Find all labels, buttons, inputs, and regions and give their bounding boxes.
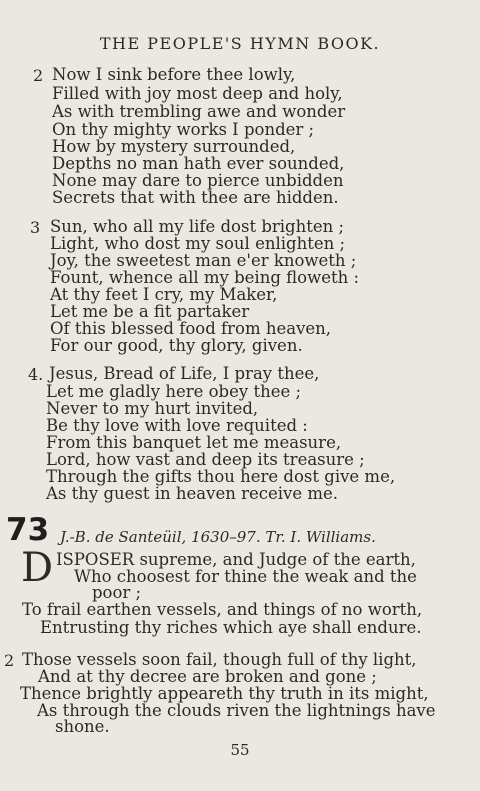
verse-line: Entrusting thy riches which aye shall endure. bbox=[40, 618, 422, 637]
drop-cap: D bbox=[21, 545, 54, 591]
stanza-number: 2 bbox=[33, 66, 44, 85]
verse-line: Be thy love with love requited : bbox=[46, 416, 308, 435]
verse-line: Let me gladly here obey thee ; bbox=[46, 382, 302, 401]
verse-line: shone. bbox=[55, 717, 110, 736]
verse-line: Depths no man hath ever sounded, bbox=[52, 154, 345, 173]
stanza-number: 4. bbox=[28, 365, 44, 384]
verse-line: How by mystery surrounded, bbox=[52, 137, 296, 156]
verse-line: Thence brightly appeareth thy truth in its might, bbox=[20, 684, 429, 703]
stanza-number: 2 bbox=[4, 651, 15, 670]
verse-line: At thy feet I cry, my Maker, bbox=[50, 285, 278, 304]
verse-line: Light, who dost my soul enlighten ; bbox=[50, 234, 346, 253]
verse-line: Jesus, Bread of Life, I pray thee, bbox=[49, 364, 320, 383]
verse-line: Secrets that with thee are hidden. bbox=[52, 188, 339, 207]
verse-line: Of this blessed food from heaven, bbox=[50, 319, 332, 338]
verse-line: Lord, how vast and deep its treasure ; bbox=[46, 450, 365, 469]
verse-line: Never to my hurt invited, bbox=[46, 399, 259, 418]
verse-line: And at thy decree are broken and gone ; bbox=[38, 667, 377, 686]
verse-line: From this banquet let me measure, bbox=[46, 433, 342, 452]
verse-line: As thy guest in heaven receive me. bbox=[46, 484, 339, 503]
verse-line: On thy mighty works I ponder ; bbox=[52, 120, 315, 139]
verse-line: Who choosest for thine the weak and the bbox=[74, 567, 417, 586]
page-number: 55 bbox=[230, 741, 250, 759]
verse-line: Fount, whence all my being floweth : bbox=[50, 268, 360, 287]
verse-line: Those vessels soon fail, though full of thy light, bbox=[22, 650, 417, 669]
verse-line: For our good, thy glory, given. bbox=[50, 336, 303, 355]
running-head: THE PEOPLE'S HYMN BOOK. bbox=[99, 34, 381, 53]
verse-line: To frail earthen vessels, and things of no worth, bbox=[22, 600, 423, 619]
verse-line: As through the clouds riven the lightnings have bbox=[37, 701, 436, 720]
verse-line: poor ; bbox=[92, 583, 142, 602]
verse-line: None may dare to pierce unbidden bbox=[52, 171, 344, 190]
hymn-number: 73 bbox=[6, 512, 50, 548]
verse-line: Filled with joy most deep and holy, bbox=[52, 84, 343, 103]
verse-line: Joy, the sweetest man e'er knoweth ; bbox=[50, 251, 357, 270]
verse-line: Through the gifts thou here dost give me, bbox=[46, 467, 396, 486]
verse-line: Let me be a fit partaker bbox=[50, 302, 250, 321]
stanza-number: 3 bbox=[30, 218, 41, 237]
hymn-attribution: J.-B. de Santeüil, 1630–97. Tr. I. Williams. bbox=[60, 528, 376, 546]
verse-line: As with trembling awe and wonder bbox=[52, 102, 346, 121]
verse-line: ISPOSER supreme, and Judge of the earth, bbox=[56, 550, 416, 569]
verse-line: Sun, who all my life dost brighten ; bbox=[50, 217, 345, 236]
verse-line: Now I sink before thee lowly, bbox=[52, 65, 296, 84]
